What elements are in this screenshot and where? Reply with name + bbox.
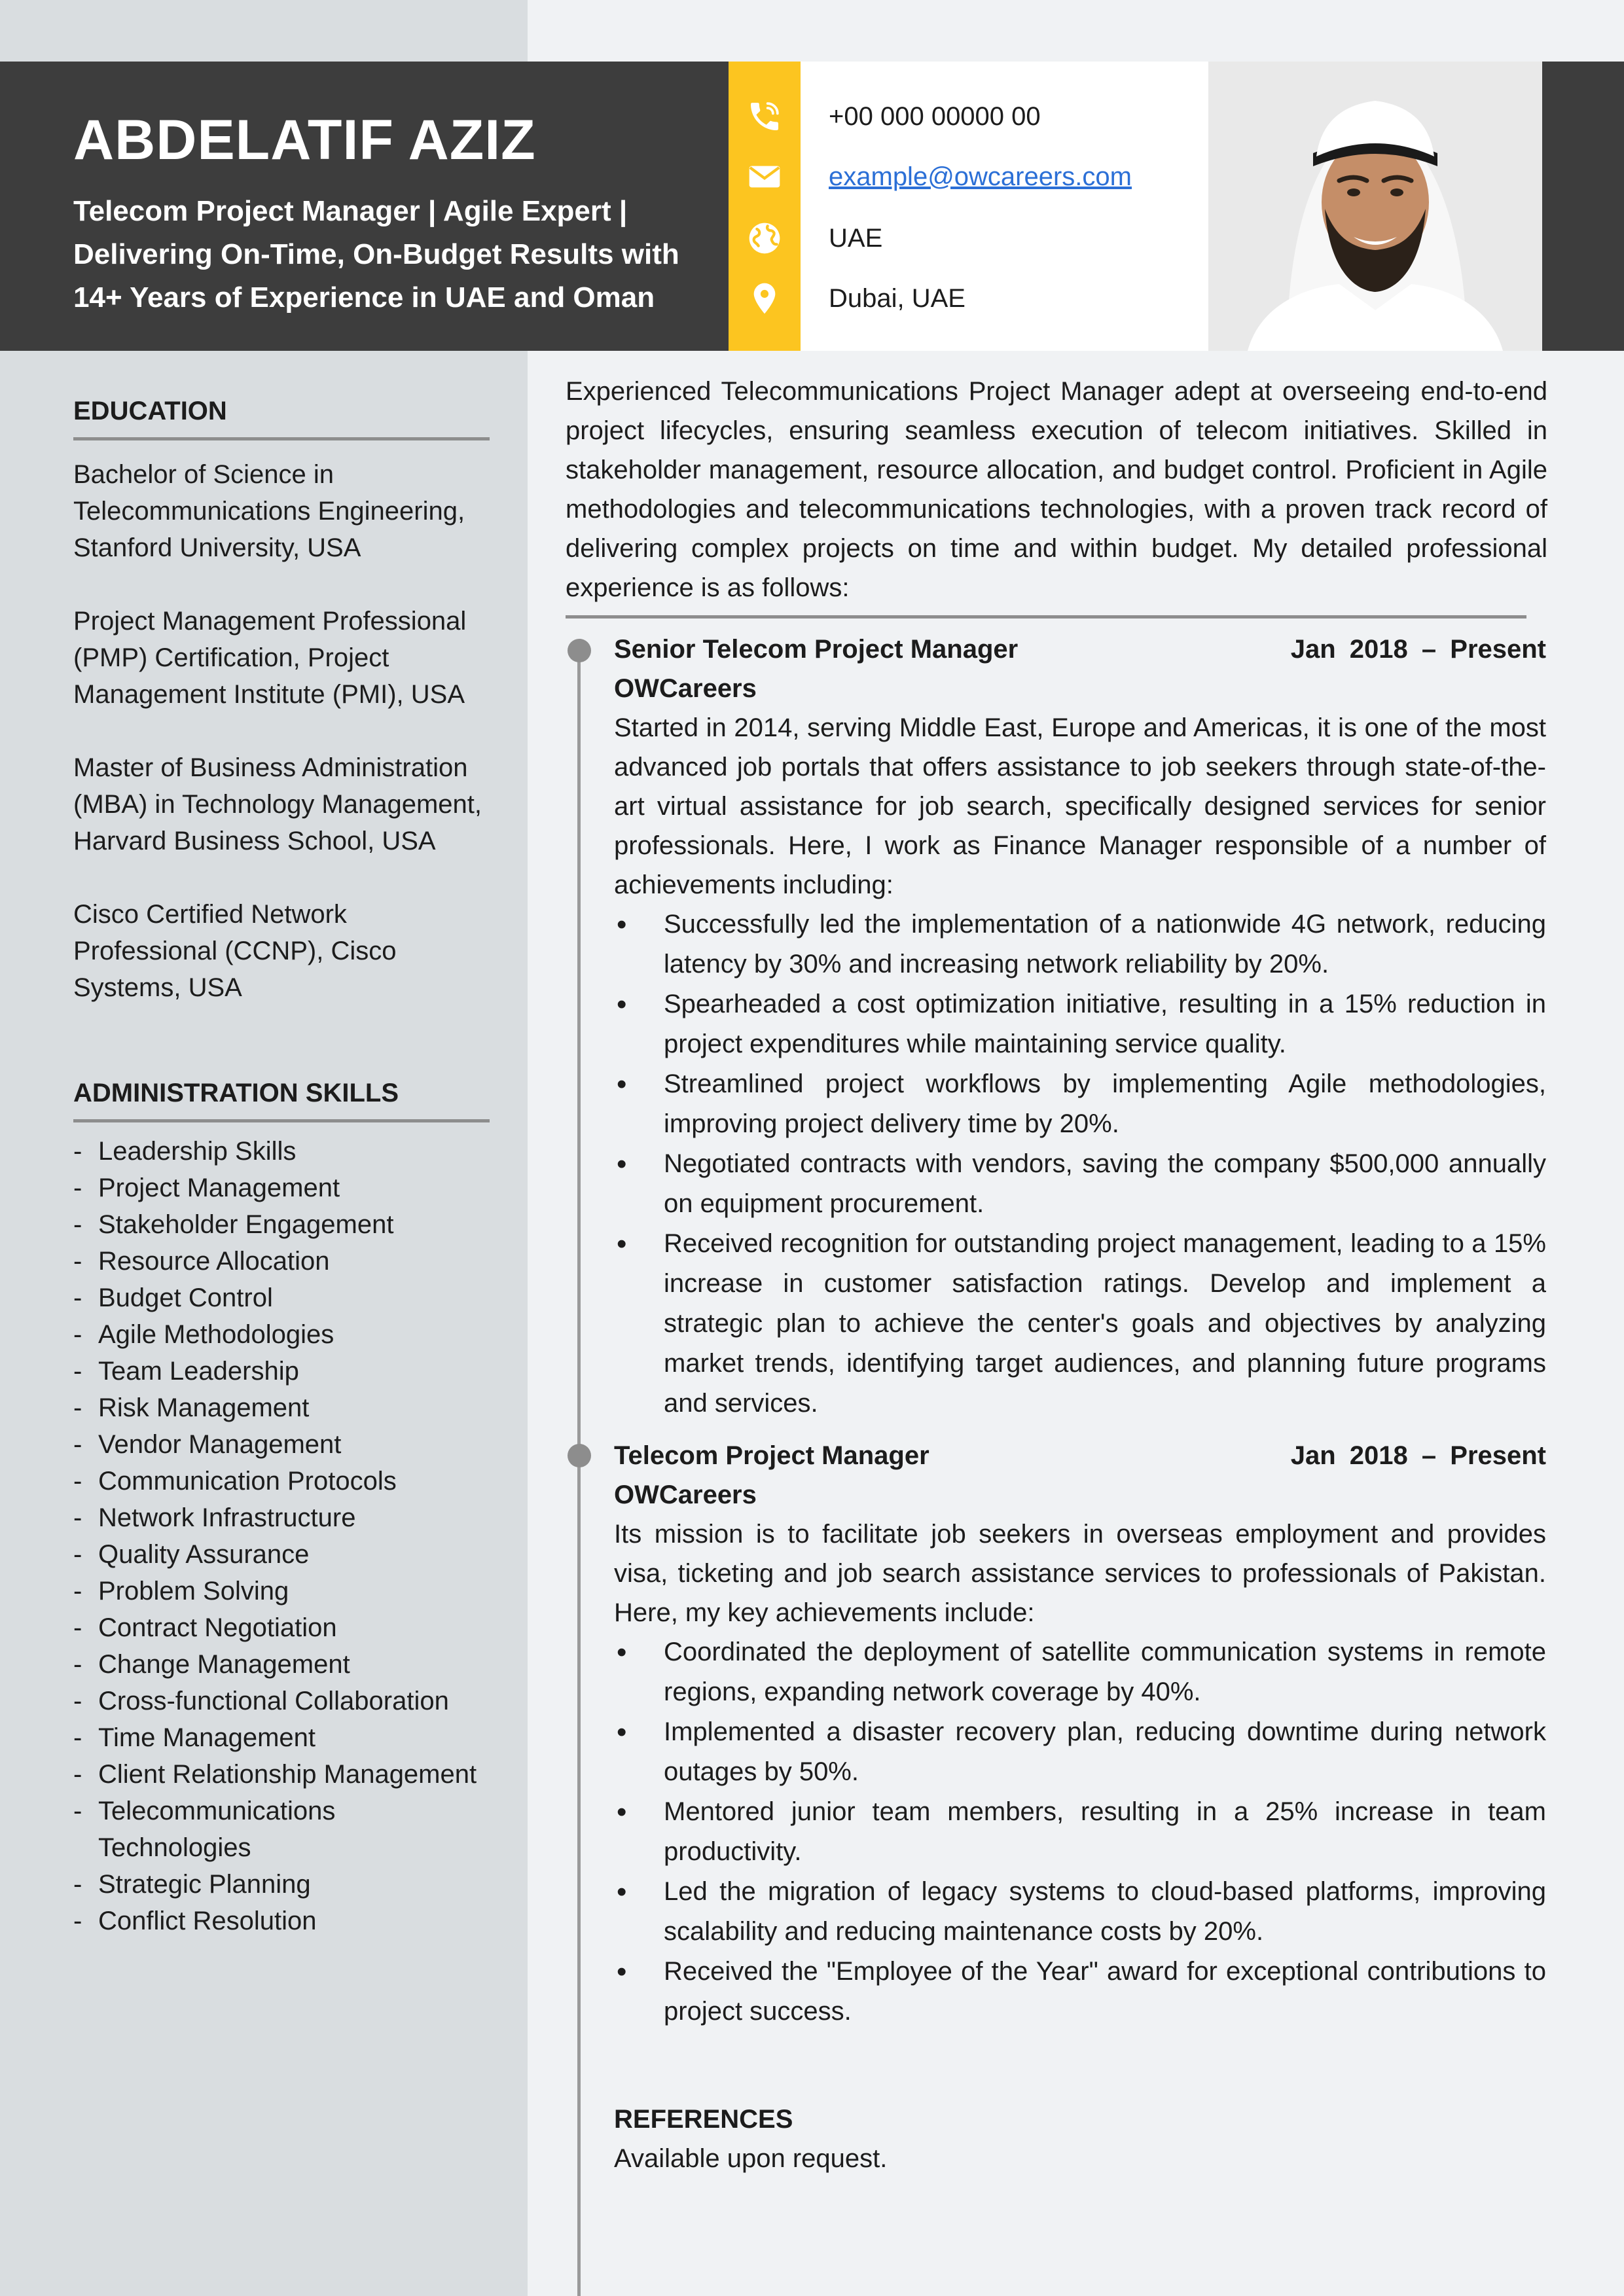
header-right-accent	[1542, 62, 1624, 351]
education-item: Bachelor of Science in Telecommunications Engineering, Stanford University, USA	[73, 460, 465, 562]
candidate-name: ABDELATIF AZIZ	[73, 109, 536, 171]
achievement-item: • Received the "Employee of the Year" award for exceptional contributions to project success.	[614, 1952, 1546, 2032]
job-dates: Jan 2018 – Present	[1290, 1441, 1546, 1470]
resume-header	[0, 62, 1624, 351]
skill-item: - Team Leadership	[73, 1353, 492, 1390]
education-divider	[73, 437, 490, 440]
skill-item: - Problem Solving	[73, 1573, 492, 1609]
skill-item: - Leadership Skills	[73, 1133, 492, 1170]
job-dates: Jan 2018 – Present	[1290, 635, 1546, 664]
references-text: Available upon request.	[614, 2144, 888, 2173]
achievement-item: • Streamlined project workflows by implementing Agile methodologies, improving project delivery time by 20%.	[614, 1064, 1546, 1144]
achievement-item: • Received recognition for outstanding project management, leading to a 15% increase in customer satisfaction ratings. Develop and implement a strategic plan to achieve the center's goals and objectives by analyzing market trends, identifying target audiences, and planning future programs and services.	[614, 1224, 1546, 1424]
professional-summary	[566, 372, 1547, 607]
skill-item: - Project Management	[73, 1170, 492, 1206]
contact-phone: +00 000 00000 00	[829, 102, 1041, 131]
skill-item: - Quality Assurance	[73, 1536, 492, 1573]
header-identity	[73, 107, 702, 319]
skill-item: - Change Management	[73, 1646, 492, 1683]
skill-item: - Network Infrastructure	[73, 1499, 492, 1536]
education-heading: EDUCATION	[73, 397, 227, 425]
location-pin-icon	[746, 280, 783, 317]
achievement-item: • Mentored junior team members, resulting in a 25% increase in team productivity.	[614, 1792, 1546, 1872]
skill-item: - Stakeholder Engagement	[73, 1206, 492, 1243]
education-section	[73, 393, 492, 1006]
achievement-item: • Successfully led the implementation of a nationwide 4G network, reducing latency by 30% and increasing network reliability by 20%.	[614, 905, 1546, 984]
achievements-list	[614, 905, 1546, 1424]
skill-item: - Client Relationship Management	[73, 1756, 492, 1793]
job-title: Senior Telecom Project Manager	[614, 635, 1019, 664]
contact-email-link[interactable]: example@owcareers.com	[829, 162, 1132, 191]
achievement-item: • Spearheaded a cost optimization initiative, resulting in a 15% reduction in project expenditures while maintaining service quality.	[614, 984, 1546, 1064]
skill-item: - Telecommunications Technologies	[73, 1793, 492, 1866]
timeline-line	[577, 648, 581, 2296]
references-heading: REFERENCES	[614, 2105, 793, 2134]
summary-divider	[566, 615, 1526, 619]
experience-item	[614, 1436, 1546, 2032]
skills-divider	[73, 1119, 490, 1122]
skill-item: - Vendor Management	[73, 1426, 492, 1463]
timeline-dot	[568, 639, 591, 662]
skill-item: - Time Management	[73, 1719, 492, 1756]
contact-country: UAE	[829, 224, 883, 253]
education-item: Master of Business Administration (MBA) in Technology Management, Harvard Business School, USA	[73, 753, 482, 855]
job-title: Telecom Project Manager	[614, 1441, 929, 1470]
experience-item	[614, 630, 1546, 1424]
job-header	[614, 1436, 1546, 1475]
email-icon	[746, 158, 783, 195]
summary-text: Experienced Telecommunications Project Manager adept at overseeing end-to-end project lifecycles, ensuring seamless execution of telecom initiatives. Skilled in stakeholder management, resource allocation, and budget control. Proficient in Agile methodologies and telecommunications technologies, with a proven track record of delivering complex projects on time and within budget. My detailed professional experience is as follows:	[566, 377, 1547, 602]
education-item: Project Management Professional (PMP) Certification, Project Management Institute (PMI), USA	[73, 607, 467, 709]
skill-item: - Conflict Resolution	[73, 1903, 492, 1939]
profile-photo	[1208, 62, 1542, 351]
skills-list	[73, 1133, 492, 1939]
skill-item: - Contract Negotiation	[73, 1609, 492, 1646]
skill-item: - Resource Allocation	[73, 1243, 492, 1280]
skill-item: - Budget Control	[73, 1280, 492, 1316]
candidate-tagline: Telecom Project Manager | Agile Expert | Delivering On-Time, On-Budget Results with 14+ Years of Experience in UAE and Oman	[73, 195, 679, 314]
skill-item: - Strategic Planning	[73, 1866, 492, 1903]
achievement-item: • Coordinated the deployment of satellite communication systems in remote regions, expanding network coverage by 40%.	[614, 1632, 1546, 1712]
achievement-item: • Led the migration of legacy systems to cloud-based platforms, improving scalability and reducing maintenance costs by 20%.	[614, 1872, 1546, 1952]
job-header	[614, 630, 1546, 669]
timeline-dot	[568, 1444, 591, 1467]
phone-icon	[746, 98, 783, 135]
skills-section	[73, 1075, 492, 1939]
job-description: Its mission is to facilitate job seekers in overseas employment and provides visa, ticketing and job search assistance services to professionals of Pakistan. Here, my key achievements include:	[614, 1520, 1546, 1627]
achievement-item: • Negotiated contracts with vendors, saving the company $500,000 annually on equipment procurement.	[614, 1144, 1546, 1224]
skill-item: - Communication Protocols	[73, 1463, 492, 1499]
skills-heading: ADMINISTRATION SKILLS	[73, 1079, 399, 1107]
references-section	[614, 2100, 1546, 2178]
achievements-list	[614, 1632, 1546, 2032]
education-item: Cisco Certified Network Professional (CCNP), Cisco Systems, USA	[73, 900, 397, 1002]
globe-icon	[746, 220, 783, 257]
company-name: OWCareers	[614, 1480, 757, 1509]
job-description: Started in 2014, serving Middle East, Europe and Americas, it is one of the most advanced job portals that offers assistance to job seekers through state-of-the-art virtual assistance for job search, specifically designed services for senior professionals. Here, I work as Finance Manager responsible of a number of achievements including:	[614, 713, 1546, 899]
skill-item: - Cross-functional Collaboration	[73, 1683, 492, 1719]
achievement-item: • Implemented a disaster recovery plan, reducing downtime during network outages by 50%.	[614, 1712, 1546, 1792]
contact-location: Dubai, UAE	[829, 284, 965, 313]
skill-item: - Risk Management	[73, 1390, 492, 1426]
company-name: OWCareers	[614, 674, 757, 703]
skill-item: - Agile Methodologies	[73, 1316, 492, 1353]
